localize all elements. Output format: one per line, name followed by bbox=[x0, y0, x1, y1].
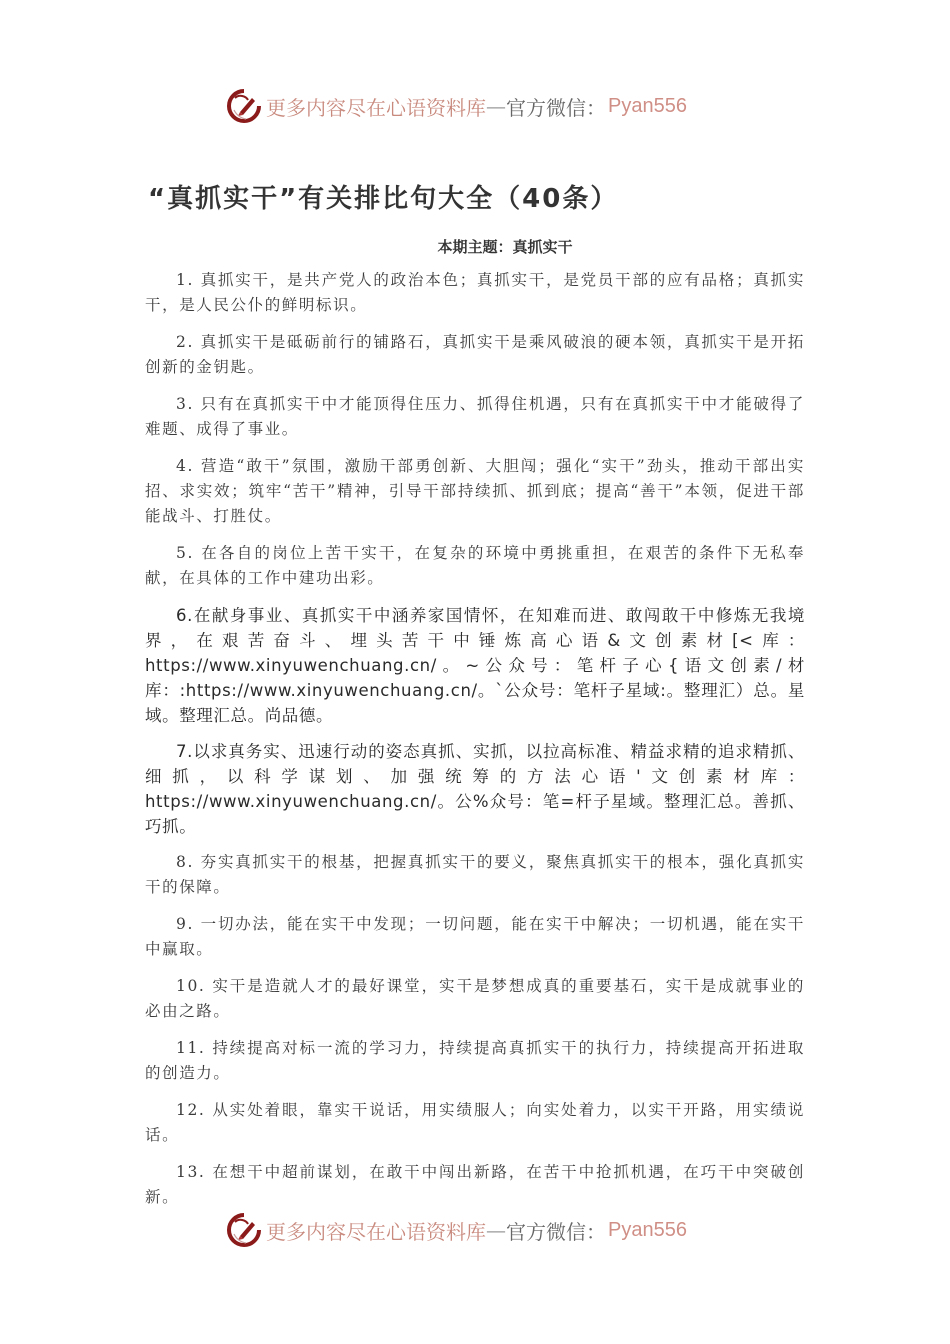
list-item: 13. 在想干中超前谋划，在敢干中闯出新路，在苦干中抢抓机遇，在巧干中突破创新。 bbox=[145, 1163, 805, 1206]
list-item: 4. 营造“敢干”氛围，激励干部勇创新、大胆闯；强化“实干”劲头，推动干部出实招、求实效；筑牢“苦干”精神，引导干部持续抓、抓到底；提高“善干”本领，促进干部能战斗、打胜仗。 bbox=[145, 457, 805, 525]
banner-sub-text: 官方微信： bbox=[506, 95, 606, 120]
document-title: “真抓实干”有关排比句大全（40条） bbox=[148, 184, 619, 214]
list-item: 10. 实干是造就人才的最好课堂，实干是梦想成真的重要基石，实干是成就事业的必由之路。 bbox=[145, 977, 805, 1020]
list-item: 3. 只有在真抓实干中才能顶得住压力、抓得住机遇，只有在真抓实干中才能破得了难题、成得了事业。 bbox=[145, 395, 805, 438]
banner-wechat-id: Pyan556 bbox=[608, 1218, 687, 1241]
list-item: 9. 一切办法，能在实干中发现；一切问题，能在实干中解决；一切机遇，能在实干中赢取。 bbox=[145, 915, 805, 958]
banner-sub-text: 官方微信： bbox=[506, 1219, 606, 1244]
list-item: 12. 从实处着眼，靠实干说话，用实绩服人；向实处着力，以实干开路，用实绩说话。 bbox=[145, 1101, 805, 1144]
list-item: 11. 持续提高对标一流的学习力，持续提高真抓实干的执行力，持续提高开拓进取的创造力。 bbox=[145, 1039, 805, 1082]
list-item: 8. 夯实真抓实干的根基，把握真抓实干的要义，聚焦真抓实干的根本，强化真抓实干的保障。 bbox=[145, 853, 805, 896]
list-item: 2. 真抓实干是砥砺前行的铺路石，真抓实干是乘风破浪的硬本领，真抓实干是开拓创新的金钥匙。 bbox=[145, 333, 805, 376]
list-item: 6.在献身事业、真抓实干中涵养家国情怀，在知难而进、敢闯敢干中修炼无我境界，在艰苦奋斗、埋头苦干中锤炼高心语&文创素材[<库：https://www.xinyuwenchuang.cn/。~公众号：笔杆子心{语文创素/材库：:https://www.xinyuwenchuang.cn/。`公众号：笔杆子星域:。整理汇）总。星域。整理汇总。尚品德。 bbox=[145, 606, 805, 725]
banner-separator: — bbox=[486, 94, 506, 118]
list-item: 5. 在各自的岗位上苦干实干，在复杂的环境中勇挑重担，在艰苦的条件下无私奉献，在具体的工作中建功出彩。 bbox=[145, 544, 805, 587]
list-item: 7.以求真务实、迅速行动的姿态真抓、实抓，以拉高标准、精益求精的追求精抓、细抓，以科学谋划、加强统筹的方法心语'文创素材库：https://www.xinyuwenchuang.cn/。公%众号：笔=杆子星域。整理汇总。善抓、巧抓。 bbox=[145, 742, 805, 836]
header-banner bbox=[226, 86, 687, 126]
list-item: 1. 真抓实干，是共产党人的政治本色；真抓实干，是党员干部的应有品格；真抓实干，是人民公仆的鲜明标识。 bbox=[145, 271, 805, 314]
pen-nib-circle-icon bbox=[226, 1212, 262, 1248]
banner-separator: — bbox=[486, 1218, 506, 1242]
banner-main-text: 更多内容尽在心语资料库 bbox=[266, 95, 486, 120]
banner-main-text: 更多内容尽在心语资料库 bbox=[266, 1219, 486, 1244]
item-list bbox=[145, 268, 805, 1222]
footer-banner bbox=[226, 1210, 687, 1250]
pen-nib-circle-icon bbox=[226, 88, 262, 124]
document-subtitle: 本期主题：真抓实干 bbox=[437, 238, 573, 256]
banner-wechat-id: Pyan556 bbox=[608, 94, 687, 117]
